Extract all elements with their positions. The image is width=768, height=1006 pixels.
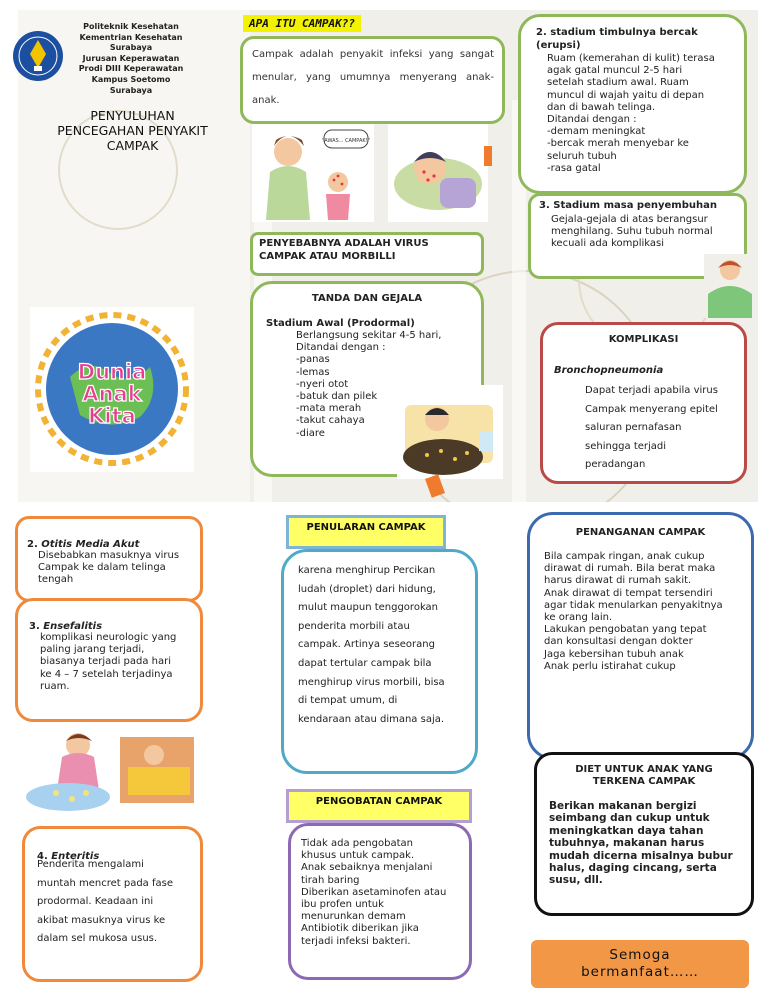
komplikasi-box [540, 322, 747, 484]
stadium-3-heading: 3. Stadium masa penyembuhan [539, 200, 717, 211]
diet-body: Berikan makanan bergizi seimbang dan cukup untuk meningkatkan daya tahan tubuhnya, makanan harus mudah dicerna misalnya bubur halus, daging cincang, serta susu, dll. [549, 800, 733, 887]
tanda-subheading: Stadium Awal (Prodormal) [266, 318, 415, 329]
logo-text-anak: Anak [82, 382, 142, 406]
sick-girl-illustration [704, 254, 754, 318]
enteritis-box [22, 826, 203, 982]
closing-banner [531, 940, 749, 988]
otitis-box [15, 516, 203, 602]
logo-text-kita: Kita [88, 404, 136, 428]
ensefalitis-box [15, 598, 203, 722]
sick-child-illustration [388, 124, 488, 222]
stadium-2-body: Ruam (kemerahan di kulit) terasa agak gatal muncul 2-5 hari setelah stadium awal. Ruam muncul di wajah yaitu di depan dan di bawah telinga. Ditandai dengan : -demam meningkat -bercak merah menyebar ke seluruh tubuh -rasa gatal [547, 53, 715, 174]
diet-box [534, 752, 754, 916]
speech-bubble-text: "AWAS... CAMPAK!" [322, 138, 370, 144]
pengobatan-body: Tidak ada pengobatan khusus untuk campak. Anak sebaiknya menjalani tirah baring Diberikan asetaminofen atau ibu profen untuk menurunkan demam Antibiotik diberikan jika terjadi infeksi bakteri. [301, 838, 447, 947]
enteritis-body: Penderita mengalami muntah mencret pada fase prodormal. Keadaan ini akibat masuknya virus ke dalam sel mukosa usus. [37, 859, 173, 945]
penyebab-text: PENYEBABNYA ADALAH VIRUS CAMPAK ATAU MORBILLI [259, 238, 429, 262]
caregiving-illustration [16, 727, 202, 815]
otitis-number: 2. [27, 538, 42, 550]
tanda-heading: TANDA DAN GEJALA [311, 293, 423, 304]
ensefalitis-body: komplikasi neurologic yang paling jarang terjadi, biasanya terjadi pada hari ke 4 – 7 setelah terjadinya ruam. [40, 632, 177, 692]
apa-itu-heading: APA ITU CAMPAK?? [243, 15, 361, 32]
penanganan-heading: PENANGANAN CAMPAK [575, 527, 706, 538]
penanganan-body: Bila campak ringan, anak cukup dirawat di rumah. Bila berat maka harus dirawat di rumah sakit. Anak dirawat di tempat tersendiri agar tidak menularkan penyakitnya ke orang lain. Lakukan pengobatan yang tepat dan konsultasi dengan dokter Jaga kebersihan tubuh anak Anak perlu istirahat cukup [544, 551, 723, 672]
decorative-tab [484, 146, 492, 166]
penularan-box [281, 549, 478, 774]
otitis-body: Disebabkan masuknya virus Campak ke dalam telinga tengah [38, 550, 180, 586]
komplikasi-heading: KOMPLIKASI [608, 334, 679, 345]
otitis-heading: Otitis Media Akut [41, 538, 140, 550]
penularan-heading: PENULARAN CAMPAK [286, 515, 446, 549]
enteritis-number: 4. [37, 850, 52, 862]
apa-itu-text: Campak adalah penyakit infeksi yang sangat menular, yang umumnya menyerang anak-anak. [252, 49, 494, 106]
closing-text: Semoga bermanfaat…… [581, 947, 699, 980]
mother-child-illustration [252, 124, 374, 222]
tanda-body: Berlangsung sekitar 4-5 hari, Ditandai dengan : -panas -lemas -nyeri otot -batuk dan pilek -mata merah -takut cahaya -diare [296, 330, 442, 439]
ensefalitis-number: 3. [29, 620, 44, 632]
university-logo [12, 30, 64, 82]
stadium-2-box [518, 14, 747, 194]
institution-name: Politeknik Kesehatan Kementrian Kesehatan Surabaya Jurusan Keperawatan Prodi DIII Keperawatan Kampus Soetomo Surabaya [78, 22, 184, 95]
komplikasi-subheading: Bronchopneumonia [554, 365, 664, 376]
ensefalitis-heading: Ensefalitis [43, 620, 103, 632]
dunia-anak-kita-logo [30, 307, 194, 472]
penyebab-box [250, 232, 484, 276]
pengobatan-box [288, 823, 472, 980]
penularan-body: karena menghirup Percikan ludah (droplet) dari hidung, mulut maupun tenggorokan penderita morbili atau campak. Artinya seseorang dapat tertular campak bila menghirup virus morbili, bisa di tempat umum, di kendaraan atau dimana saja. [298, 565, 445, 725]
apa-itu-box [240, 36, 505, 124]
logo-text-dunia: Dunia [77, 360, 147, 384]
enteritis-heading: Enteritis [51, 850, 100, 862]
child-in-bed-illustration [397, 385, 503, 479]
stadium-2-heading: 2. stadium timbulnya bercak (erupsi) [536, 27, 698, 51]
pengobatan-heading: PENGOBATAN CAMPAK [286, 789, 472, 823]
penanganan-box [527, 512, 754, 760]
komplikasi-body: Dapat terjadi apabila virus Campak menyerang epitel saluran pernafasan sehingga terjadi peradangan [585, 385, 718, 471]
diet-heading: DIET UNTUK ANAK YANG TERKENA CAMPAK [575, 764, 713, 788]
page-title: PENYULUHAN PENCEGAHAN PENYAKIT CAMPAK [57, 108, 208, 153]
stadium-3-body: Gejala-gejala di atas berangsur menghilang. Suhu tubuh normal kecuali ada komplikasi [551, 214, 713, 250]
